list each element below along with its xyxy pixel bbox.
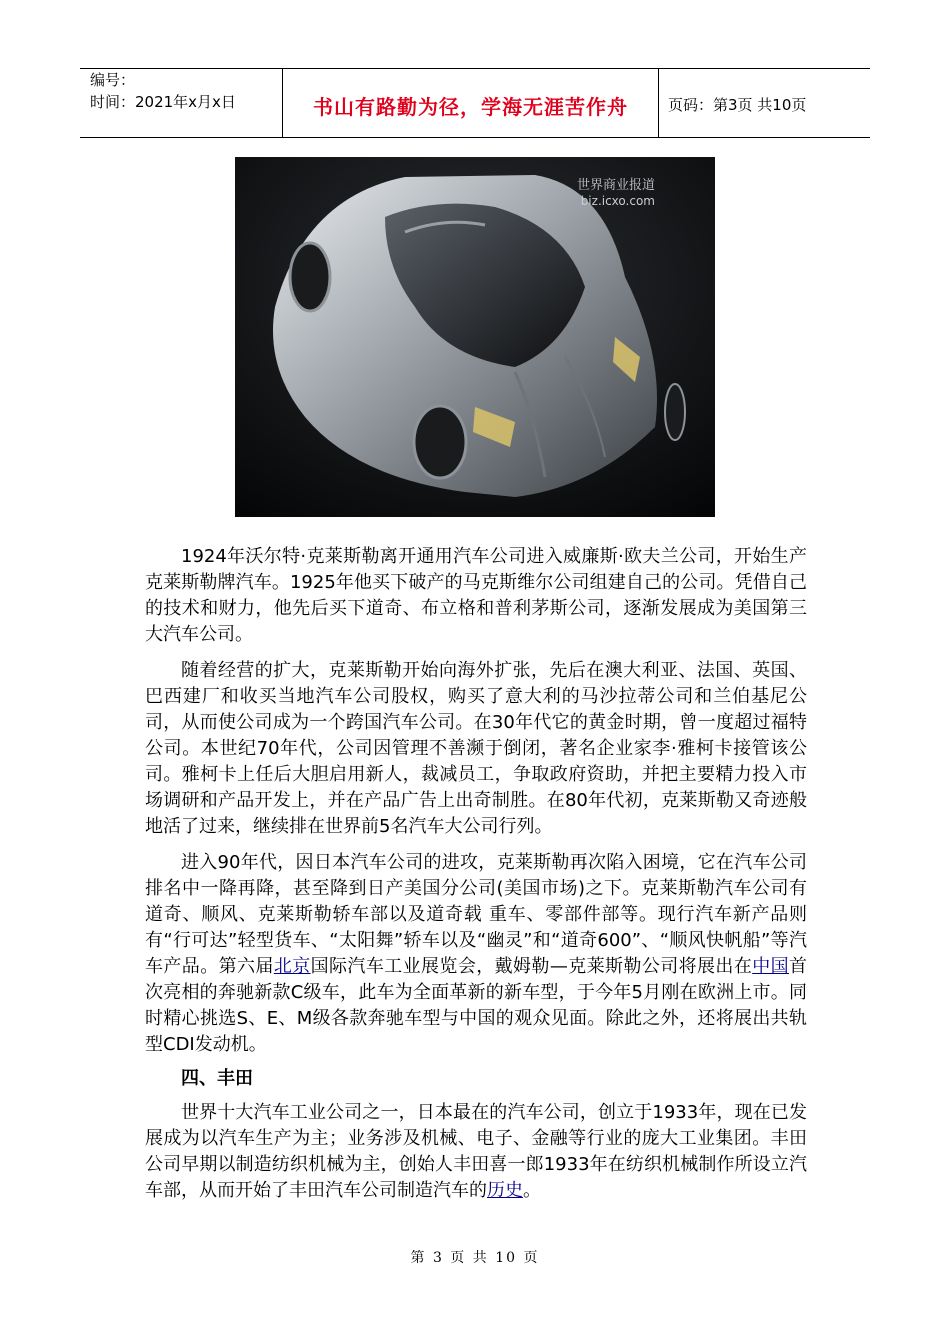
section-heading-toyota: 四、丰田 bbox=[181, 1068, 253, 1089]
header-page-info: 页码：第3页 共10页 bbox=[668, 96, 807, 114]
paragraph-expansion: 随着经营的扩大，克莱斯勒开始向海外扩张，先后在澳大利亚、法国、英国、巴西建厂和收买当地汽车公司股权，购买了意大利的马沙拉蒂公司和兰伯基尼公司，从而使公司成为一个跨国汽车公司。在30年代它的黄金时期，曾一度超过福特公司。本世纪70年代，公司因管理不善濒于倒闭，著名企业家李·雅柯卡接管该公司。雅柯卡上任后大胆启用新人，裁减员工，争取政府资助，并把主要精力投入市场调研和产品开发上，并在产品广告上出奇制胜。在80年代初，克莱斯勒又奇迹般地活了过来，继续排在世界前5名汽车大公司行列。 bbox=[145, 660, 807, 837]
watermark-url: biz.icxo.com bbox=[580, 194, 655, 208]
text-run: 世界十大汽车工业公司之一，日本最在的汽车公司，创立于1933年，现在已发展成为以汽车生产为主；业务涉及机械、电子、金融等行业的庞大工业集团。丰田公司早期以制造纺织机械为主，创始人丰田喜一郎1933年在纺织机械制作所设立汽车部，从而开始了丰田汽车公司制造汽车的 bbox=[145, 1102, 807, 1201]
header-meta bbox=[90, 69, 236, 113]
watermark-title: 世界商业报道 bbox=[576, 178, 655, 193]
text-run: 首次亮相的奔驰新款C级车，此车为全面革新的新车型，于今年5月刚在欧洲上市。同时精心挑选S、E、M级各款奔驰车型与中国的观众见面。除此之外，还将展出共轨型CDI发动机。 bbox=[145, 956, 808, 1055]
paragraph-90s bbox=[145, 850, 807, 1058]
text-run: 。 bbox=[523, 1180, 541, 1201]
link-beijing[interactable]: 北京 bbox=[273, 956, 311, 977]
concept-car-photo bbox=[235, 157, 715, 517]
paragraph-history: 1924年沃尔特·克莱斯勒离开通用汽车公司进入威廉斯·欧夫兰公司，开始生产克莱斯勒牌汽车。1925年他买下破产的马克斯维尔公司组建自己的公司。凭借自己的技术和财力，他先后买下道奇、布立格和普利茅斯公司，逐渐发展成为美国第三大汽车公司。 bbox=[145, 546, 807, 645]
document-date: 时间：2021年x月x日 bbox=[90, 93, 236, 111]
link-history[interactable]: 历史 bbox=[487, 1180, 523, 1201]
header-motto: 书山有路勤为径，学海无涯苦作舟 bbox=[313, 95, 628, 119]
document-number-label: 编号： bbox=[90, 71, 136, 89]
link-china[interactable]: 中国 bbox=[752, 956, 790, 977]
document-header bbox=[80, 68, 870, 138]
text-run: 进入90年代，因日本汽车公司的进攻，克莱斯勒再次陷入困境，它在汽车公司排名中一降再降，甚至降到日产美国分公司(美国市场)之下。克莱斯勒汽车公司有道奇、顺风、克莱斯勒轿车部以及道奇载 重车、零部件部等。现行汽车新产品则有“行可达”轻型货车、“太阳舞”轿车以及“幽灵”和“道奇600”、“顺风快帆船”等汽车产品。第六届 bbox=[145, 852, 807, 977]
article-body bbox=[145, 544, 807, 1204]
header-divider bbox=[658, 69, 659, 137]
paragraph-toyota bbox=[145, 1100, 807, 1204]
text-run: 国际汽车工业展览会，戴姆勒—克莱斯勒公司将展出在 bbox=[310, 956, 753, 977]
page-footer: 第 3 页 共 10 页 bbox=[410, 1250, 540, 1266]
